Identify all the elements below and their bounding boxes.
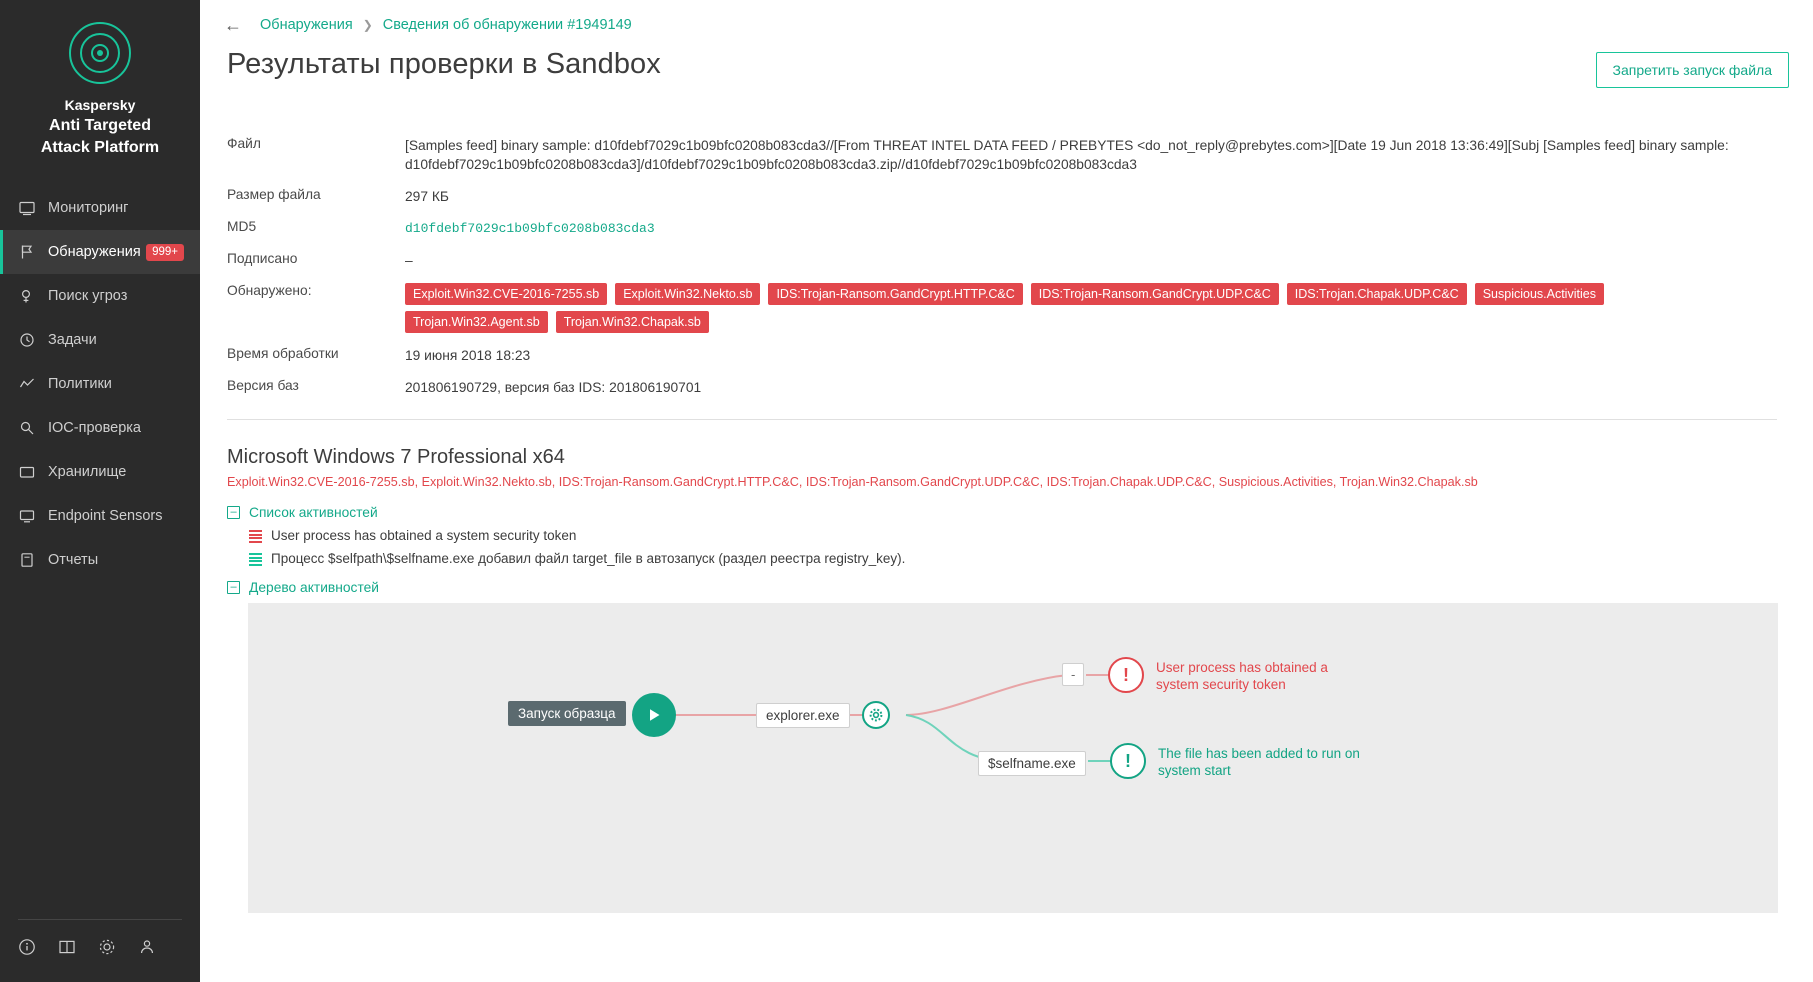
activity-tree-toggle[interactable] bbox=[227, 580, 1813, 595]
tree-node-explorer[interactable]: explorer.exe bbox=[756, 703, 850, 728]
os-title: Microsoft Windows 7 Professional x64 bbox=[227, 446, 565, 468]
list-item bbox=[249, 551, 1813, 566]
target-icon bbox=[16, 288, 38, 304]
sidebar bbox=[0, 0, 200, 982]
detail-label: Версия баз bbox=[227, 378, 299, 393]
detail-value-processed: 19 июня 2018 18:23 bbox=[405, 348, 531, 363]
os-verdict-list: Exploit.Win32.CVE-2016-7255.sb, Exploit.Win32.Nekto.sb, IDS:Trojan-Ransom.GandCrypt.HTTP.C&C, IDS:Trojan-Ransom.GandCrypt.UDP.C&C, IDS:Trojan.Chapak.UDP.C&C, Suspicious.Activities, Trojan.Win32.Chapak.sb bbox=[227, 475, 1478, 489]
activity-tree-panel[interactable] bbox=[248, 603, 1778, 913]
activity-text: Процесс $selfpath\$selfname.exe добавил файл target_file в автозапуск (раздел реестра registry_key). bbox=[271, 551, 906, 566]
sidebar-item-label: Политики bbox=[48, 376, 112, 392]
activity-tree-label: Дерево активностей bbox=[249, 580, 379, 595]
sidebar-item-monitoring[interactable] bbox=[0, 186, 200, 230]
sidebar-footer-icons bbox=[18, 919, 182, 982]
title-row bbox=[200, 34, 1813, 88]
detections-badge: 999+ bbox=[146, 244, 184, 261]
monitor-icon bbox=[16, 200, 38, 216]
collapse-minus-icon[interactable]: – bbox=[227, 581, 240, 594]
sidebar-item-label: Endpoint Sensors bbox=[48, 508, 163, 524]
main-content bbox=[200, 0, 1813, 982]
detection-details bbox=[227, 136, 1777, 397]
detail-row-md5 bbox=[227, 219, 1777, 238]
detail-value-signed: – bbox=[405, 253, 413, 268]
os-section bbox=[200, 420, 1813, 913]
tree-alert-text-red: User process has obtained a system security token bbox=[1156, 660, 1328, 692]
severity-bars-icon bbox=[249, 530, 262, 543]
book-icon[interactable] bbox=[58, 938, 76, 956]
sidebar-item-policies[interactable] bbox=[0, 362, 200, 406]
flag-icon bbox=[16, 244, 38, 260]
collapse-minus-icon[interactable]: – bbox=[227, 506, 240, 519]
tree-node-selfname[interactable]: $selfname.exe bbox=[978, 751, 1086, 776]
detection-tag: IDS:Trojan.Chapak.UDP.C&C bbox=[1287, 283, 1467, 305]
sidebar-item-label: Обнаружения bbox=[48, 244, 141, 260]
list-item bbox=[249, 528, 1813, 543]
arrow-left-icon[interactable]: ← bbox=[224, 15, 242, 35]
activities-list-label: Список активностей bbox=[249, 505, 378, 520]
detail-label: Файл bbox=[227, 136, 261, 151]
breadcrumb-current[interactable]: Сведения об обнаружении #1949149 bbox=[382, 17, 632, 33]
detail-value-md5[interactable]: d10fdebf7029c1b09bfc0208b083cda3 bbox=[405, 221, 655, 236]
sidebar-item-tasks[interactable] bbox=[0, 318, 200, 362]
detection-tag: Suspicious.Activities bbox=[1475, 283, 1604, 305]
brand-name-line3: Attack Platform bbox=[40, 139, 160, 156]
detail-value-size: 297 КБ bbox=[405, 189, 449, 204]
tree-start-chip: Запуск образца bbox=[508, 701, 626, 726]
detail-value-file: [Samples feed] binary sample: d10fdebf7029c1b09bfc0208b083cda3//[From THREAT INTEL DATA FEED / PREBYTES <do_not_reply@prebytes.com>][Date 19 Jun 2018 13:36:49][Subj [Samples feed] binary sample: d10fdebf7029c1b09bfc0208b083cda3]/d10fdebf7029c1b09bfc0208b083cda3.zip//d10fdebf7029c1b09bfc0208b083cda3 bbox=[405, 138, 1729, 172]
sidebar-item-label: Поиск угроз bbox=[48, 288, 128, 304]
sidebar-item-ioc-scan[interactable] bbox=[0, 406, 200, 450]
play-icon[interactable] bbox=[632, 693, 676, 737]
gear-icon[interactable] bbox=[98, 938, 116, 956]
activity-text: User process has obtained a system security token bbox=[271, 528, 577, 543]
sidebar-item-detections[interactable] bbox=[0, 230, 200, 274]
sidebar-item-label: Задачи bbox=[48, 332, 97, 348]
detail-label: MD5 bbox=[227, 219, 257, 234]
detail-row-processed bbox=[227, 346, 1777, 365]
sidebar-item-label: Мониторинг bbox=[48, 200, 129, 216]
activities-list-toggle[interactable] bbox=[227, 505, 1813, 520]
detection-tag: IDS:Trojan-Ransom.GandCrypt.HTTP.C&C bbox=[768, 283, 1022, 305]
sidebar-nav bbox=[0, 186, 200, 582]
detection-tag: Exploit.Win32.CVE-2016-7255.sb bbox=[405, 283, 607, 305]
breadcrumb-separator-icon: ❯ bbox=[362, 18, 373, 32]
activity-list bbox=[249, 528, 1813, 566]
detail-label: Обнаружено: bbox=[227, 283, 312, 298]
detail-row-size bbox=[227, 187, 1777, 206]
severity-bars-icon bbox=[249, 553, 262, 566]
detail-row-signed bbox=[227, 251, 1777, 270]
sidebar-item-threat-hunting[interactable] bbox=[0, 274, 200, 318]
detection-tag: Exploit.Win32.Nekto.sb bbox=[615, 283, 760, 305]
detail-label: Время обработки bbox=[227, 346, 339, 361]
breadcrumb-root[interactable]: Обнаружения bbox=[260, 17, 353, 33]
detail-value-bases: 201806190729, версия баз IDS: 201806190701 bbox=[405, 380, 702, 395]
detail-row-file bbox=[227, 136, 1777, 174]
magnifier-icon bbox=[16, 420, 38, 436]
storage-icon bbox=[16, 464, 38, 480]
gear-icon[interactable] bbox=[862, 701, 890, 729]
detail-label: Размер файла bbox=[227, 187, 321, 202]
sidebar-item-label: IOC-проверка bbox=[48, 420, 141, 436]
info-icon[interactable] bbox=[18, 938, 36, 956]
sidebar-item-endpoint-sensors[interactable] bbox=[0, 494, 200, 538]
brand-logo bbox=[0, 0, 200, 158]
report-icon bbox=[16, 552, 38, 568]
policies-icon bbox=[16, 376, 38, 392]
detection-tag: Trojan.Win32.Chapak.sb bbox=[556, 311, 709, 333]
alert-icon-red[interactable]: ! bbox=[1108, 657, 1144, 693]
alert-icon-teal[interactable]: ! bbox=[1110, 743, 1146, 779]
detail-label: Подписано bbox=[227, 251, 298, 266]
detail-row-bases bbox=[227, 378, 1777, 397]
tasks-icon bbox=[16, 332, 38, 348]
users-icon[interactable] bbox=[138, 938, 156, 956]
sidebar-item-label: Отчеты bbox=[48, 552, 99, 568]
detection-tag-list bbox=[405, 283, 1735, 333]
block-file-launch-button[interactable]: Запретить запуск файла bbox=[1596, 52, 1789, 88]
sidebar-item-reports[interactable] bbox=[0, 538, 200, 582]
kaspersky-logo-icon bbox=[69, 22, 131, 84]
sidebar-item-storage[interactable] bbox=[0, 450, 200, 494]
sidebar-item-label: Хранилище bbox=[48, 464, 127, 480]
brand-name-line2: Anti Targeted bbox=[49, 117, 151, 134]
brand-name-line1: Kaspersky bbox=[64, 97, 136, 113]
tree-node-dash[interactable]: - bbox=[1062, 663, 1084, 686]
detail-row-detected bbox=[227, 283, 1777, 333]
tree-alert-text-teal: The file has been added to run on system start bbox=[1158, 746, 1360, 778]
page-title: Результаты проверки в Sandbox bbox=[227, 48, 661, 80]
desktop-icon bbox=[16, 508, 38, 524]
detection-tag: IDS:Trojan-Ransom.GandCrypt.UDP.C&C bbox=[1031, 283, 1279, 305]
detection-tag: Trojan.Win32.Agent.sb bbox=[405, 311, 548, 333]
breadcrumb bbox=[200, 0, 1813, 34]
